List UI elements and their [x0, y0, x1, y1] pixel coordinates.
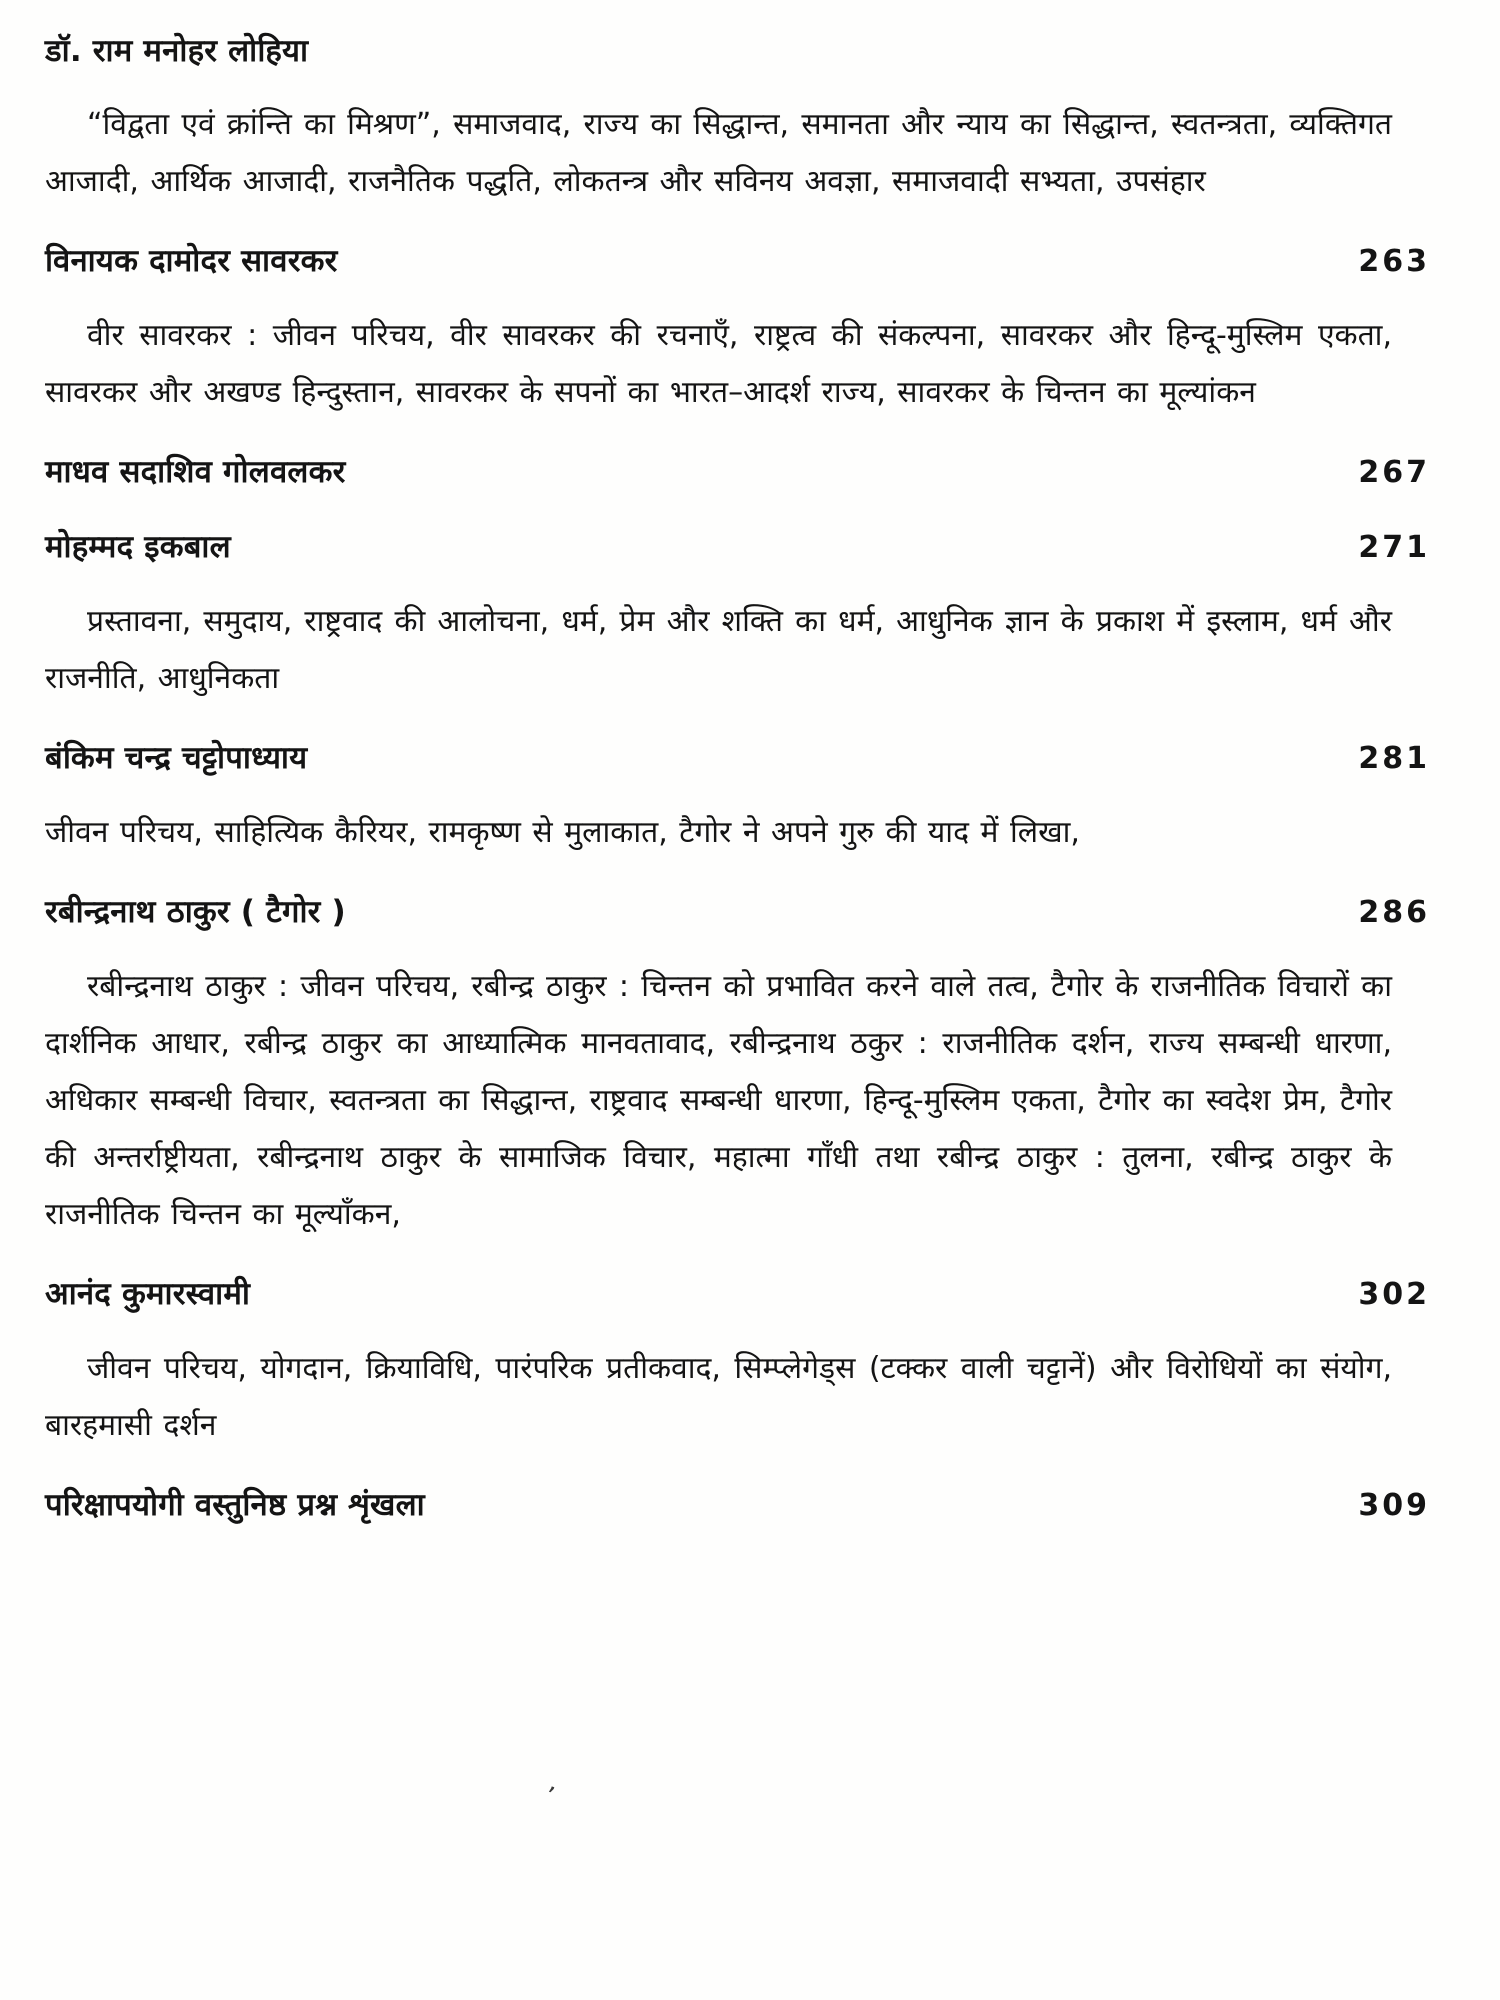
toc-entry-iqbal [45, 524, 1430, 707]
chapter-page-number: 309 [1358, 1488, 1430, 1523]
chapter-topics: जीवन परिचय, साहित्यिक कैरियर, रामकृष्ण से मुलाकात, टैगोर ने अपने गुरु की याद में लिखा, [45, 815, 1080, 850]
chapter-title: आनंद कुमारस्वामी [45, 1276, 251, 1312]
chapter-page-number: 263 [1358, 244, 1430, 279]
chapter-heading-row [45, 238, 1430, 285]
chapter-title: डॉ. राम मनोहर लोहिया [45, 33, 309, 69]
stray-mark: ʼ [540, 1781, 558, 1813]
chapter-topics: जीवन परिचय, योगदान, क्रियाविधि, पारंपरिक प्रतीकवाद, सिम्प्लेगेड्स (टक्कर वाली चट्टानें) और विरोधियों का संयोग, बारहमासी दर्शन [45, 1351, 1392, 1443]
chapter-page-number: 281 [1358, 741, 1430, 776]
chapter-title: मोहम्मद इकबाल [45, 529, 231, 565]
chapter-page-number: 271 [1358, 530, 1430, 565]
chapter-heading-row [45, 889, 1430, 936]
chapter-title: माधव सदाशिव गोलवलकर [45, 454, 346, 490]
toc-entry-savarkar [45, 238, 1430, 421]
chapter-title: विनायक दामोदर सावरकर [45, 243, 338, 279]
chapter-page-number: 267 [1358, 455, 1430, 490]
chapter-title: परिक्षापयोगी वस्तुनिष्ठ प्रश्न शृंखला [45, 1487, 425, 1523]
chapter-heading-row [45, 449, 1430, 496]
toc-entry-lohia [45, 28, 1430, 210]
chapter-heading-row [45, 524, 1430, 571]
toc-entry-question-series [45, 1482, 1430, 1529]
chapter-topics: “विद्वता एवं क्रांन्ति का मिश्रण”, समाजवाद, राज्य का सिद्धान्त, समानता और न्याय का सिद्धान्त, स्वतन्त्रता, व्यक्तिगत आजादी, आर्थिक आजादी, राजनैतिक पद्धति, लोकतन्त्र और सविनय अवज्ञा, समाजवादी सभ्यता, उपसंहार [45, 107, 1392, 199]
toc-entry-coomaraswamy [45, 1271, 1430, 1454]
chapter-heading-row [45, 1271, 1430, 1318]
chapter-page-number: 302 [1358, 1277, 1430, 1312]
chapter-topics: प्रस्तावना, समुदाय, राष्ट्रवाद की आलोचना, धर्म, प्रेम और शक्ति का धर्म, आधुनिक ज्ञान के प्रकाश में इस्लाम, धर्म और राजनीति, आधुनिकता [45, 604, 1392, 696]
chapter-title: बंकिम चन्द्र चट्टोपाध्याय [45, 740, 308, 776]
chapter-topics: वीर सावरकर : जीवन परिचय, वीर सावरकर की रचनाएँ, राष्ट्रत्व की संकल्पना, सावरकर और हिन्दू-मुस्लिम एकता, सावरकर और अखण्ड हिन्दुस्तान, सावरकर के सपनों का भारत–आदर्श राज्य, सावरकर के चिन्तन का मूल्यांकन [45, 318, 1392, 410]
chapter-heading-row [45, 1482, 1430, 1529]
chapter-heading-row [45, 735, 1430, 782]
chapter-topics: रबीन्द्रनाथ ठाकुर : जीवन परिचय, रबीन्द्र ठाकुर : चिन्तन को प्रभावित करने वाले तत्व, टैगोर के राजनीतिक विचारों का दार्शनिक आधार, रबीन्द्र ठाकुर का आध्यात्मिक मानवतावाद, रबीन्द्रनाथ ठकुर : राजनीतिक दर्शन, राज्य सम्बन्धी धारणा, अधिकार सम्बन्धी विचार, स्वतन्त्रता का सिद्धान्त, राष्ट्रवाद सम्बन्धी धारणा, हिन्दू-मुस्लिम एकता, टैगोर का स्वदेश प्रेम, टैगोर की अन्तर्राष्ट्रीयता, रबीन्द्रनाथ ठाकुर के सामाजिक विचार, महात्मा गाँधी तथा रबीन्द्र ठाकुर : तुलना, रबीन्द्र ठाकुर के राजनीतिक चिन्तन का मूल्याँकन, [45, 969, 1392, 1232]
toc-entry-bankim [45, 735, 1430, 861]
toc-entry-tagore [45, 889, 1430, 1243]
chapter-page-number: 286 [1358, 895, 1430, 930]
chapter-heading-row [45, 28, 1430, 74]
toc-entry-golwalkar [45, 449, 1430, 496]
chapter-title: रबीन्द्रनाथ ठाकुर ( टैगोर ) [45, 894, 346, 930]
